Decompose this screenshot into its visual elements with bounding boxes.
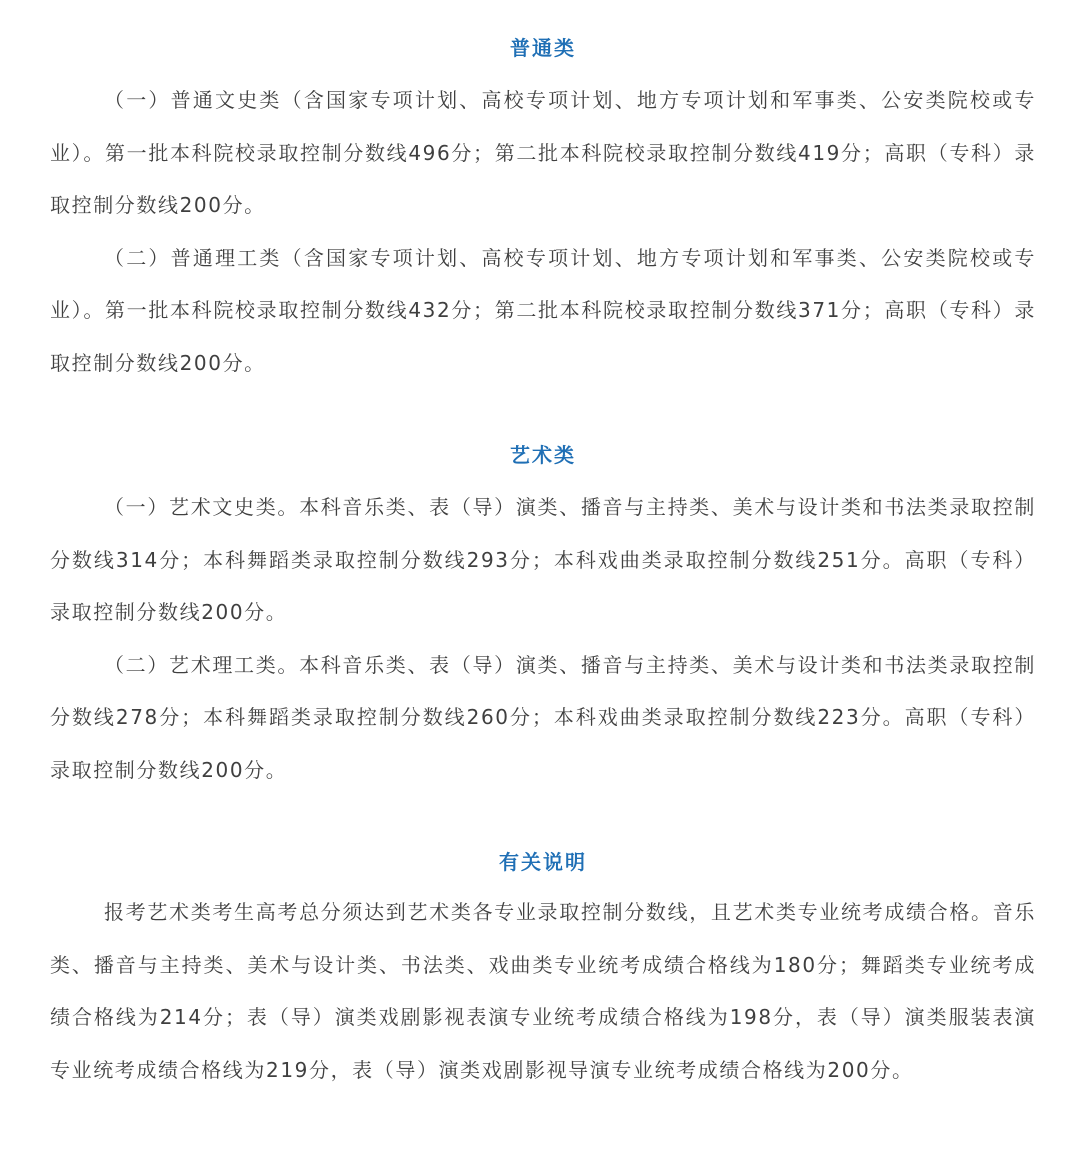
section-title-notes: 有关说明 — [499, 850, 587, 874]
paragraph-notes: 报考艺术类考生高考总分须达到艺术类各专业录取控制分数线，且艺术类专业统考成绩合格。音乐类、播音与主持类、美术与设计类、书法类、戏曲类专业统考成绩合格线为180分；舞蹈类专业统考成绩合格线为214分；表（导）演类戏剧影视表演专业统考成绩合格线为198分，表（导）演类服装表演专业统考成绩合格线为219分，表（导）演类戏剧影视导演专业统考成绩合格线为200分。 — [50, 900, 1036, 1082]
paragraph-art-liberal-arts: （一）艺术文史类。本科音乐类、表（导）演类、播音与主持类、美术与设计类和书法类录取控制分数线314分；本科舞蹈类录取控制分数线293分；本科戏曲类录取控制分数线251分。高职（专科）录取控制分数线200分。 — [50, 495, 1036, 624]
section-title-art: 艺术类 — [510, 443, 576, 467]
paragraph-general-liberal-arts: （一）普通文史类（含国家专项计划、高校专项计划、地方专项计划和军事类、公安类院校或专业）。第一批本科院校录取控制分数线496分；第二批本科院校录取控制分数线419分；高职（专科）录取控制分数线200分。 — [50, 88, 1036, 217]
paragraph-art-science: （二）艺术理工类。本科音乐类、表（导）演类、播音与主持类、美术与设计类和书法类录取控制分数线278分；本科舞蹈类录取控制分数线260分；本科戏曲类录取控制分数线223分。高职（专科）录取控制分数线200分。 — [50, 652, 1036, 782]
section-title-general: 普通类 — [510, 36, 576, 60]
paragraph-general-science: （二）普通理工类（含国家专项计划、高校专项计划、地方专项计划和军事类、公安类院校或专业）。第一批本科院校录取控制分数线432分；第二批本科院校录取控制分数线371分；高职（专科）录取控制分数线200分。 — [50, 245, 1036, 375]
